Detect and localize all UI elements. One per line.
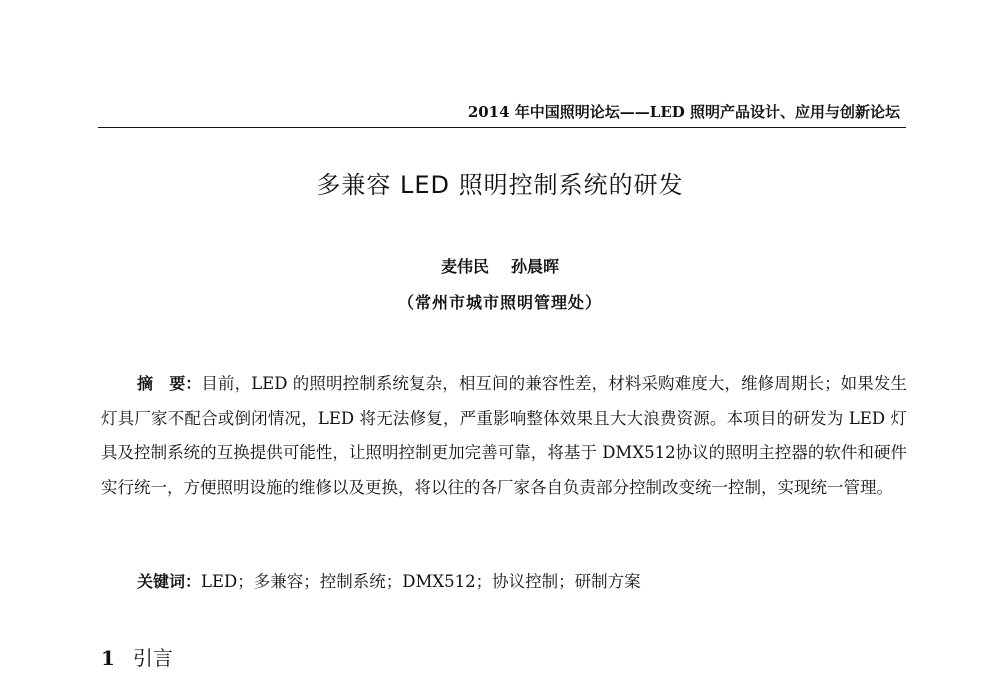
keywords (137, 567, 907, 597)
author-name: 孙晨晖 (511, 257, 560, 276)
section-title: 引言 (132, 646, 173, 670)
section-heading (101, 643, 173, 673)
author-name: 麦伟民 (440, 257, 489, 276)
keywords-text: LED；多兼容；控制系统；DMX512；协议控制；研制方案 (201, 572, 641, 591)
header-rule (98, 127, 906, 128)
section-number: 1 (101, 646, 115, 670)
abstract-text: 目前，LED 的照明控制系统复杂，相互间的兼容性差，材料采购难度大，维修周期长；如果发生灯具厂家不配合或倒闭情况，LED 将无法修复，严重影响整体效果且大大浪费资源。本项目的研发为 LED 灯具及控制系统的互换提供可能性，让照明控制更加完善可靠，将基于 DMX512协议的照明主控器的软件和硬件实行统一，方便照明设施的维修以及更换，将以往的各厂家各自负责部分控制改变统一控制，实现统一管理。 (101, 374, 907, 497)
running-header: 2014 年中国照明论坛——LED 照明产品设计、应用与创新论坛 (467, 103, 900, 121)
author-list (0, 255, 1000, 279)
keywords-label: 关键词： (137, 572, 202, 591)
author-affiliation: （常州市城市照明管理处） (397, 293, 602, 312)
paper-title: 多兼容 LED 照明控制系统的研发 (316, 171, 684, 199)
abstract (101, 367, 907, 505)
abstract-label: 摘 要： (137, 374, 202, 393)
